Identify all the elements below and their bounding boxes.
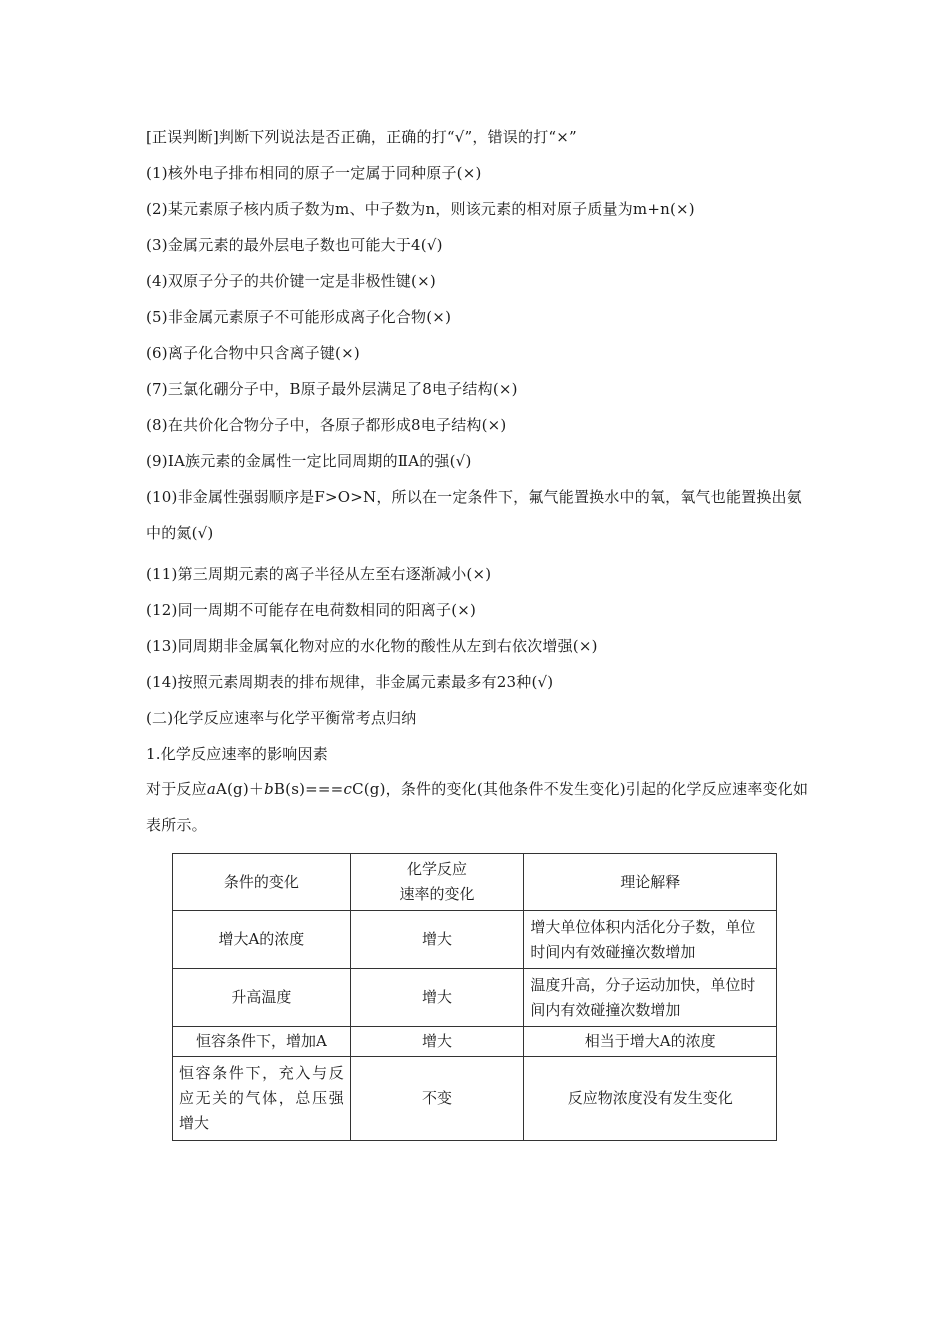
list-item: (10)非金属性强弱顺序是F>O>N，所以在一定条件下，氟气能置换水中的氧，氧气也能置换出氨中的氮(√) — [146, 488, 802, 542]
header-explanation: 理论解释 — [524, 854, 777, 911]
list-item: (1)核外电子排布相同的原子一定属于同种原子(×) — [146, 164, 482, 182]
cell-condition: 恒容条件下，充入与反应无关的气体，总压强增大 — [173, 1057, 351, 1141]
cell-explanation: 相当于增大A的浓度 — [524, 1027, 777, 1057]
reaction-suffix: ，条件的变化(其他条件不发生变化)引起的化学反应速率变化如表所示。 — [146, 780, 809, 834]
list-item: (2)某元素原子核内质子数为m、中子数为n，则该元素的相对原子质量为m+n(×) — [146, 200, 695, 218]
table-header-row — [173, 854, 777, 911]
cell-explanation: 温度升高，分子运动加快，单位时间内有效碰撞次数增加 — [524, 969, 777, 1027]
list-item: (5)非金属元素原子不可能形成离子化合物(×) — [146, 308, 452, 326]
table-row — [173, 911, 777, 969]
coef-c: c — [343, 780, 353, 798]
header-rate-change: 化学反应 速率的变化 — [350, 854, 524, 911]
cell-condition: 升高温度 — [173, 969, 351, 1027]
reaction-prefix: 对于反应 — [146, 780, 207, 798]
cell-explanation: 反应物浓度没有发生变化 — [524, 1057, 777, 1141]
intro-line: [正误判断]判断下列说法是否正确，正确的打“√”，错误的打“×” — [146, 128, 577, 146]
species-a: A(g)＋ — [215, 780, 265, 798]
list-item: (11)第三周期元素的离子半径从左至右逐渐减小(×) — [146, 565, 492, 583]
list-item: (12)同一周期不可能存在电荷数相同的阳离子(×) — [146, 601, 477, 619]
cell-rate: 不变 — [350, 1057, 524, 1141]
list-item: (13)同周期非金属氧化物对应的水化物的酸性从左到右依次增强(×) — [146, 637, 598, 655]
table-row — [173, 969, 777, 1027]
subsection-title: 1.化学反应速率的影响因素 — [146, 745, 328, 763]
list-item: (14)按照元素周期表的排布规律，非金属元素最多有23种(√) — [146, 673, 554, 691]
list-item: (3)金属元素的最外层电子数也可能大于4(√) — [146, 236, 443, 254]
header-condition: 条件的变化 — [173, 854, 351, 911]
reaction-paragraph — [146, 771, 810, 843]
list-item: (9)ⅠA族元素的金属性一定比同周期的ⅡA的强(√) — [146, 452, 472, 470]
table-row — [173, 1027, 777, 1057]
section-title: (二)化学反应速率与化学平衡常考点归纳 — [146, 709, 417, 727]
species-c: C(g) — [352, 780, 386, 798]
rate-factors-table — [172, 853, 777, 1141]
table-row — [173, 1057, 777, 1141]
cell-rate: 增大 — [350, 1027, 524, 1057]
species-b: B(s)=== — [273, 780, 344, 798]
cell-rate: 增大 — [350, 969, 524, 1027]
list-item: (4)双原子分子的共价键一定是非极性键(×) — [146, 272, 436, 290]
cell-condition: 恒容条件下，增加A — [173, 1027, 351, 1057]
coef-a: a — [206, 780, 216, 798]
coef-b: b — [264, 780, 274, 798]
cell-rate: 增大 — [350, 911, 524, 969]
list-item: (8)在共价化合物分子中，各原子都形成8电子结构(×) — [146, 416, 507, 434]
cell-condition: 增大A的浓度 — [173, 911, 351, 969]
cell-explanation: 增大单位体积内活化分子数，单位时间内有效碰撞次数增加 — [524, 911, 777, 969]
list-item: (6)离子化合物中只含离子键(×) — [146, 344, 360, 362]
list-item: (7)三氯化硼分子中，B原子最外层满足了8电子结构(×) — [146, 380, 518, 398]
